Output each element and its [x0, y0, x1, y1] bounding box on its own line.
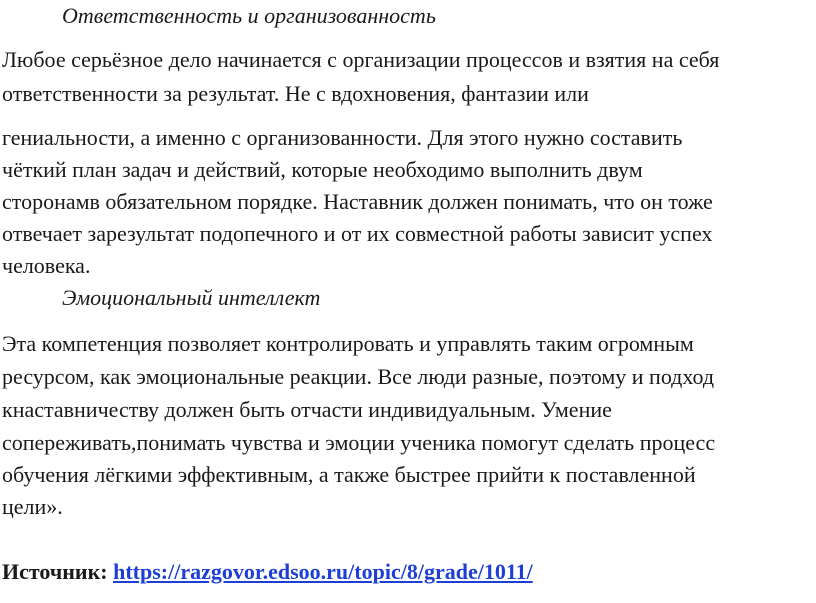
paragraph-line: сторонамв обязательном порядке. Наставник должен понимать, что он тоже — [2, 189, 713, 214]
paragraph-line: ответственности за результат. Не с вдохновения, фантазии или — [2, 81, 589, 106]
paragraph-line: Любое серьёзное дело начинается с организации процессов и взятия на себя — [2, 47, 720, 72]
source-label: Источник: — [2, 559, 108, 584]
section-heading-responsibility: Ответственность и организованность — [62, 3, 436, 28]
paragraph-line: цели». — [2, 494, 63, 519]
section-heading-emotional-intelligence: Эмоциональный интеллект — [62, 285, 321, 310]
paragraph-line: чёткий план задач и действий, которые необходимо выполнить двум — [2, 157, 643, 182]
source-line — [2, 559, 533, 585]
paragraph-line: сопереживать,понимать чувства и эмоции ученика помогут сделать процесс — [2, 430, 716, 455]
paragraph-line: человека. — [2, 253, 91, 278]
paragraph-line: Эта компетенция позволяет контролировать и управлять таким огромным — [2, 331, 694, 356]
paragraph-line: гениальности, а именно с организованности. Для этого нужно составить — [2, 125, 683, 150]
paragraph-line: обучения лёгкими эффективным, а также быстрее прийти к поставленной — [2, 462, 696, 487]
source-link[interactable]: https://razgovor.edsoo.ru/topic/8/grade/1011/ — [113, 559, 533, 584]
paragraph-line: ресурсом, как эмоциональные реакции. Все люди разные, поэтому и подход — [2, 364, 715, 389]
paragraph-line: отвечает зарезультат подопечного и от их совместной работы зависит успех — [2, 221, 713, 246]
paragraph-line: кнаставничеству должен быть отчасти индивидуальным. Умение — [2, 397, 612, 422]
